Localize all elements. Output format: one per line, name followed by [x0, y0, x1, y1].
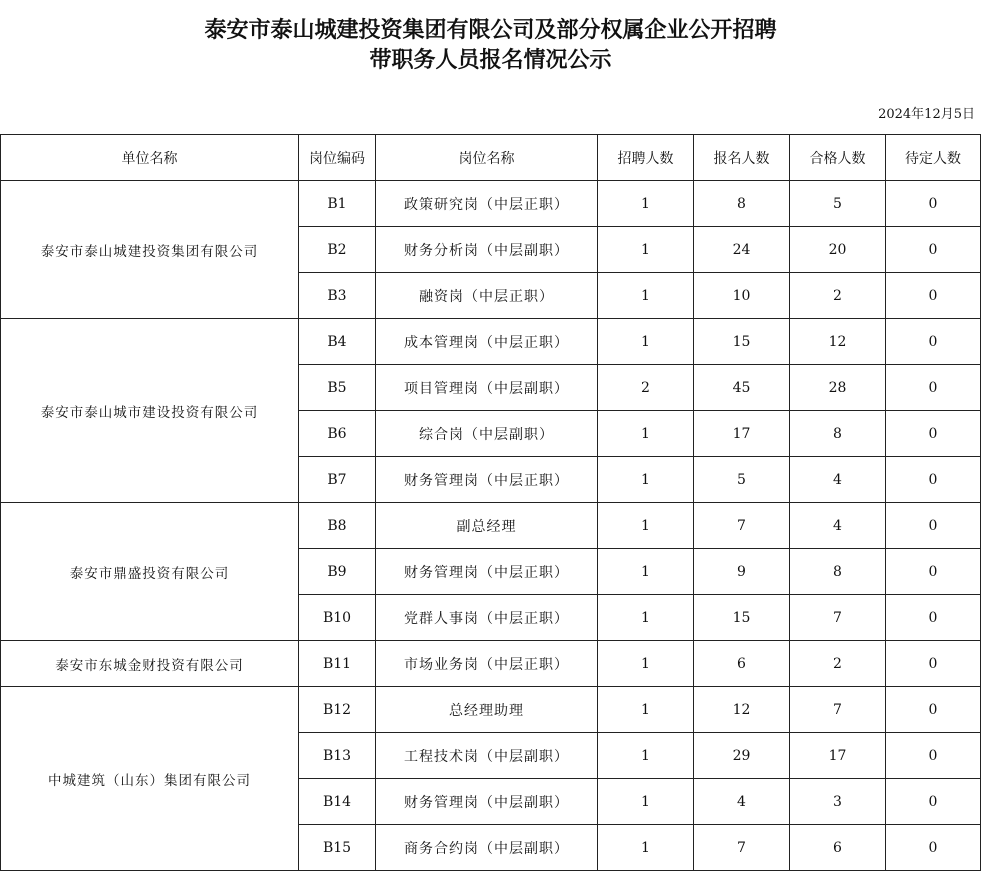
position-code-cell: B15: [299, 825, 376, 871]
applied-count-cell: 7: [694, 825, 790, 871]
recruit-count-cell: 1: [598, 319, 694, 365]
applied-count-cell: 29: [694, 733, 790, 779]
applied-count-cell: 45: [694, 365, 790, 411]
qualified-count-cell: 17: [790, 733, 886, 779]
pending-count-cell: 0: [886, 779, 981, 825]
qualified-count-cell: 5: [790, 181, 886, 227]
pending-count-cell: 0: [886, 687, 981, 733]
position-code-cell: B6: [299, 411, 376, 457]
qualified-count-cell: 7: [790, 687, 886, 733]
header-recruit-count: 招聘人数: [598, 135, 694, 181]
pending-count-cell: 0: [886, 503, 981, 549]
applied-count-cell: 15: [694, 595, 790, 641]
header-position-code: 岗位编码: [299, 135, 376, 181]
publish-date: 2024年12月5日: [878, 107, 975, 122]
pending-count-cell: 0: [886, 457, 981, 503]
position-name-cell: 副总经理: [376, 503, 598, 549]
table-row: [1, 181, 981, 227]
applied-count-cell: 8: [694, 181, 790, 227]
table-row: [1, 319, 981, 365]
position-code-cell: B12: [299, 687, 376, 733]
position-name-cell: 融资岗（中层正职）: [376, 273, 598, 319]
qualified-count-cell: 20: [790, 227, 886, 273]
header-unit-name: 单位名称: [1, 135, 299, 181]
header-qualified-count: 合格人数: [790, 135, 886, 181]
page-title-line1: 泰安市泰山城建投资集团有限公司及部分权属企业公开招聘: [204, 18, 777, 43]
recruit-count-cell: 1: [598, 181, 694, 227]
qualified-count-cell: 8: [790, 549, 886, 595]
registration-table: [0, 134, 981, 871]
unit-name-cell: 泰安市东城金财投资有限公司: [1, 641, 299, 687]
position-name-cell: 商务合约岗（中层副职）: [376, 825, 598, 871]
pending-count-cell: 0: [886, 549, 981, 595]
recruit-count-cell: 1: [598, 457, 694, 503]
recruit-count-cell: 1: [598, 549, 694, 595]
recruit-count-cell: 1: [598, 227, 694, 273]
header-pending-count: 待定人数: [886, 135, 981, 181]
position-code-cell: B4: [299, 319, 376, 365]
recruit-count-cell: 1: [598, 825, 694, 871]
recruit-count-cell: 1: [598, 687, 694, 733]
qualified-count-cell: 2: [790, 273, 886, 319]
unit-name-cell: 泰安市鼎盛投资有限公司: [1, 503, 299, 641]
table-header-row: [1, 135, 981, 181]
position-name-cell: 市场业务岗（中层正职）: [376, 641, 598, 687]
position-code-cell: B3: [299, 273, 376, 319]
applied-count-cell: 7: [694, 503, 790, 549]
qualified-count-cell: 2: [790, 641, 886, 687]
header-applied-count: 报名人数: [694, 135, 790, 181]
applied-count-cell: 6: [694, 641, 790, 687]
recruit-count-cell: 2: [598, 365, 694, 411]
qualified-count-cell: 7: [790, 595, 886, 641]
position-code-cell: B7: [299, 457, 376, 503]
recruit-count-cell: 1: [598, 595, 694, 641]
position-code-cell: B14: [299, 779, 376, 825]
recruit-count-cell: 1: [598, 503, 694, 549]
position-code-cell: B9: [299, 549, 376, 595]
position-name-cell: 党群人事岗（中层正职）: [376, 595, 598, 641]
position-name-cell: 财务管理岗（中层正职）: [376, 549, 598, 595]
unit-name-cell: 中城建筑（山东）集团有限公司: [1, 687, 299, 871]
pending-count-cell: 0: [886, 365, 981, 411]
position-name-cell: 财务管理岗（中层副职）: [376, 779, 598, 825]
qualified-count-cell: 12: [790, 319, 886, 365]
position-code-cell: B2: [299, 227, 376, 273]
recruit-count-cell: 1: [598, 273, 694, 319]
position-code-cell: B13: [299, 733, 376, 779]
recruit-count-cell: 1: [598, 733, 694, 779]
applied-count-cell: 5: [694, 457, 790, 503]
pending-count-cell: 0: [886, 273, 981, 319]
table-row: [1, 503, 981, 549]
position-name-cell: 工程技术岗（中层副职）: [376, 733, 598, 779]
position-name-cell: 财务管理岗（中层正职）: [376, 457, 598, 503]
pending-count-cell: 0: [886, 319, 981, 365]
qualified-count-cell: 8: [790, 411, 886, 457]
pending-count-cell: 0: [886, 641, 981, 687]
position-name-cell: 成本管理岗（中层正职）: [376, 319, 598, 365]
applied-count-cell: 4: [694, 779, 790, 825]
pending-count-cell: 0: [886, 825, 981, 871]
position-name-cell: 总经理助理: [376, 687, 598, 733]
position-code-cell: B8: [299, 503, 376, 549]
applied-count-cell: 10: [694, 273, 790, 319]
header-position-name: 岗位名称: [376, 135, 598, 181]
qualified-count-cell: 3: [790, 779, 886, 825]
applied-count-cell: 24: [694, 227, 790, 273]
recruit-count-cell: 1: [598, 779, 694, 825]
applied-count-cell: 12: [694, 687, 790, 733]
position-name-cell: 财务分析岗（中层副职）: [376, 227, 598, 273]
position-code-cell: B1: [299, 181, 376, 227]
recruit-count-cell: 1: [598, 641, 694, 687]
position-name-cell: 综合岗（中层副职）: [376, 411, 598, 457]
position-name-cell: 政策研究岗（中层正职）: [376, 181, 598, 227]
qualified-count-cell: 4: [790, 457, 886, 503]
position-code-cell: B5: [299, 365, 376, 411]
position-code-cell: B10: [299, 595, 376, 641]
position-code-cell: B11: [299, 641, 376, 687]
page-title-line2: 带职务人员报名情况公示: [369, 48, 612, 73]
applied-count-cell: 9: [694, 549, 790, 595]
recruit-count-cell: 1: [598, 411, 694, 457]
unit-name-cell: 泰安市泰山城建投资集团有限公司: [1, 181, 299, 319]
pending-count-cell: 0: [886, 411, 981, 457]
pending-count-cell: 0: [886, 227, 981, 273]
pending-count-cell: 0: [886, 595, 981, 641]
qualified-count-cell: 4: [790, 503, 886, 549]
pending-count-cell: 0: [886, 733, 981, 779]
applied-count-cell: 17: [694, 411, 790, 457]
table-row: [1, 687, 981, 733]
qualified-count-cell: 28: [790, 365, 886, 411]
position-name-cell: 项目管理岗（中层副职）: [376, 365, 598, 411]
unit-name-cell: 泰安市泰山城市建设投资有限公司: [1, 319, 299, 503]
table-row: [1, 641, 981, 687]
pending-count-cell: 0: [886, 181, 981, 227]
qualified-count-cell: 6: [790, 825, 886, 871]
applied-count-cell: 15: [694, 319, 790, 365]
